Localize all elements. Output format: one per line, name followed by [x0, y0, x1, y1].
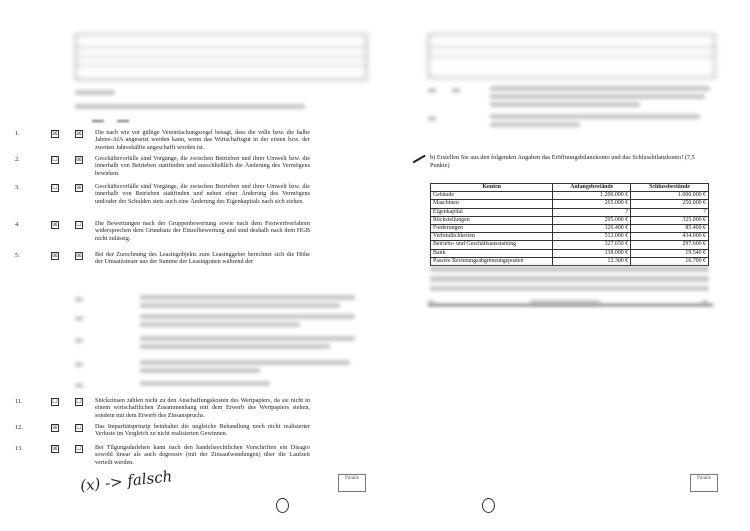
true-checkbox[interactable]: ☐ [52, 185, 58, 191]
false-checkbox[interactable]: ☒ [76, 157, 82, 163]
blurred-question-text [490, 94, 705, 99]
header-konten: Konten [431, 184, 553, 192]
question-number: 12. [15, 424, 23, 431]
account-name-cell: Rückstellungen [431, 216, 553, 224]
false-checkbox[interactable]: ☐ [76, 399, 82, 405]
account-name-cell: Betriebs- und Geschäftsausstattung [431, 241, 553, 249]
closing-balance-cell: 434.000 € [631, 233, 709, 241]
punkte-box-right [690, 474, 718, 492]
true-checkbox[interactable]: ☒ [52, 253, 58, 259]
page-number-circle-right [482, 498, 495, 513]
question-number: 4. [15, 221, 20, 228]
question-text: Bei Tilgungsdarlehen kann nach den handelsrechtlichen Vorschriften ein Disagio sowohl linear als auch degressiv (mit der Zinsaufwendungen) über die Laufzeit verteilt werden. [95, 444, 310, 466]
exam-header-row [429, 57, 714, 65]
exam-header-row [429, 48, 714, 57]
header-anfangsbestaende: Anfangsbestände [553, 184, 631, 192]
opening-balance-cell: 12.300 € [553, 257, 631, 265]
blurred-question-text [490, 86, 710, 91]
blurred-question-number [75, 297, 83, 302]
column-head-2: ▬▬ [117, 118, 129, 124]
true-checkbox[interactable]: ☐ [52, 157, 58, 163]
question-text: Die nach wie vor gültige Vereinfachungsregel besagt, dass die volle bzw. die halbe Jahres-AfA angesetzt werden kann, wenn das Wirtschaftsgut in der ersten bzw. der zweiten Jahreshälfte angeschafft worden ist. [95, 129, 310, 151]
closing-balance-cell: ? [631, 208, 709, 216]
opening-balance-cell: ? [553, 208, 631, 216]
account-name-cell: Passive Rechnungsabgrenzungsposten [431, 257, 553, 265]
table-body [431, 192, 709, 266]
question-text: Die Bewertungen nach der Gruppenbewertung sowie nach dem Festwertverfahren widersprechen dem Grundsatz der Einzelbewertung und sind deshalb nach dem HGB nicht zulässig. [95, 220, 310, 242]
question-text: Bei der Zurechnung des Leasingobjekts zum Leasinggeber berechnet sich die Höhe der Umsatzsteuer aus der Summe der Leasingraten während der [95, 251, 310, 266]
true-checkbox[interactable]: ☒ [52, 222, 58, 228]
blurred-question-text [140, 344, 330, 349]
blurred-question-number [75, 383, 83, 388]
table-row [431, 233, 709, 241]
false-checkbox[interactable]: ☒ [76, 253, 82, 259]
t-account-s-blurred [428, 300, 434, 305]
t-account-title-blurred [530, 300, 600, 305]
blurred-question-text [140, 295, 355, 300]
blurred-question-number [75, 338, 83, 343]
true-checkbox[interactable]: ☒ [52, 446, 58, 452]
opening-balance-cell: 1.200.000 € [553, 192, 631, 200]
task-instruction: Erstellen Sie aus den folgenden Angaben das Eröffnungsbilanzkonto und das Schlussbilanzkonto! (7,5 Punkte) [430, 154, 695, 169]
blurred-table-row [430, 276, 709, 282]
opening-balance-cell: 138.000 € [553, 249, 631, 257]
exam-header-row [76, 66, 366, 74]
blurred-question-text [490, 122, 580, 127]
true-checkbox[interactable]: ☐ [52, 399, 58, 405]
task-b-text [430, 154, 705, 170]
punkte-box [338, 474, 366, 492]
table-row [431, 257, 709, 265]
question-number: 1. [15, 130, 20, 137]
closing-balance-cell: 297.600 € [631, 241, 709, 249]
punkte-label-right: Punkte [697, 476, 711, 481]
exam-header-row [76, 48, 366, 57]
blurred-question-text [140, 381, 270, 386]
account-name-cell: Forderungen [431, 224, 553, 232]
false-checkbox[interactable]: ☒ [76, 185, 82, 191]
blurred-question-text [140, 360, 350, 365]
closing-balance-cell: 16.700 € [631, 257, 709, 265]
header-schlussbestaende: Schlussbestände [631, 184, 709, 192]
true-checkbox[interactable]: ☒ [52, 425, 58, 431]
column-head-1: ▬▬ [92, 118, 104, 124]
blurred-checkbox [452, 88, 460, 93]
false-checkbox[interactable]: ☐ [76, 446, 82, 452]
opening-balance-cell: 126.400 € [553, 224, 631, 232]
blurred-question-text [140, 322, 300, 327]
opening-balance-cell: 327.650 € [553, 241, 631, 249]
true-checkbox[interactable]: ☒ [52, 131, 58, 137]
blurred-question-text [490, 114, 700, 119]
exam-header-box-right [428, 34, 715, 78]
closing-balance-cell: 19.540 € [631, 249, 709, 257]
t-account-h-blurred [702, 300, 708, 305]
blurred-question-number [428, 88, 436, 93]
section-heading-blurred [75, 90, 115, 95]
page-number-circle [276, 498, 289, 513]
blurred-question-text [490, 102, 640, 107]
question-number: 5. [15, 252, 20, 259]
punkte-label: Punkte [345, 476, 359, 481]
blurred-question-text [140, 303, 340, 308]
question-text: Stückzinsen zählen nicht zu den Anschaffungskosten des Wertpapiers, da sie nicht in einem wirtschaftlichen Zusammenhang mit dem Erwerb des Wertpapiers stehen, sondern mit dem Erwerb des Zinsanspruchs. [95, 397, 310, 419]
blurred-question-number [428, 116, 436, 121]
account-name-cell: Verbindlichkeiten [431, 233, 553, 241]
blurred-question-text [140, 368, 260, 373]
table-row [431, 224, 709, 232]
exam-header-band [76, 35, 366, 48]
table-row [431, 241, 709, 249]
closing-balance-cell: 250.000 € [631, 200, 709, 208]
closing-balance-cell: 325.000 € [631, 216, 709, 224]
exam-header-box [75, 34, 367, 80]
task-letter: b) [430, 154, 436, 161]
question-number: 13. [15, 445, 23, 452]
question-text: Geschäftsvorfälle sind Vorgänge, die zwischen Betrieben und ihrer Umwelt bzw. die innerhalb von Betrieben stattfinden und ausschließlich die Änderung des Vermögens bewirken. [95, 155, 310, 177]
account-name-cell: Maschinen [431, 200, 553, 208]
table-header-row [431, 184, 709, 192]
account-name-cell: Gebäude [431, 192, 553, 200]
exam-header-band [429, 35, 714, 48]
opening-balance-cell: 512.000 € [553, 233, 631, 241]
blurred-question-text [140, 336, 355, 341]
table-row [431, 200, 709, 208]
table-row [431, 192, 709, 200]
false-checkbox[interactable]: ☒ [76, 131, 82, 137]
account-name-cell: Eigenkapital [431, 208, 553, 216]
account-name-cell: Bank [431, 249, 553, 257]
question-text: Geschäftsvorfälle sind Vorgänge, die zwischen Betrieben und ihrer Umwelt bzw. die innerhalb von Betrieben stattfinden und neben einer Änderung des Vermögens und/oder der Schulden stets auch eine Änderung des Eigenkapitals nach sich ziehen. [95, 183, 310, 205]
blurred-question-number [75, 316, 83, 321]
opening-balance-cell: 265.000 € [553, 200, 631, 208]
question-number: 11. [15, 398, 23, 405]
blurred-question-number [75, 362, 83, 367]
false-checkbox[interactable]: ☐ [76, 425, 82, 431]
question-text: Das Imparitätsprinzip beinhaltet die ungleiche Behandlung noch nicht realisierter Verluste im Vergleich zu nicht realisierten Gewinnen. [95, 423, 310, 438]
table-row [431, 249, 709, 257]
question-number: 3. [15, 184, 20, 191]
opening-balance-cell: 295.000 € [553, 216, 631, 224]
instruction-line-blurred [75, 104, 305, 109]
balance-data-table [430, 183, 709, 266]
question-number: 2. [15, 156, 20, 163]
blurred-question-text [140, 314, 355, 319]
blurred-table-row [430, 266, 709, 272]
blurred-table-row [430, 286, 709, 291]
table-row [431, 208, 709, 216]
closing-balance-cell: 85.400 € [631, 224, 709, 232]
handwritten-note: (x) -> falsch [79, 467, 174, 495]
exam-header-row [76, 57, 366, 66]
closing-balance-cell: 1.000.000 € [631, 192, 709, 200]
false-checkbox[interactable]: ☐ [76, 222, 82, 228]
table-row [431, 216, 709, 224]
